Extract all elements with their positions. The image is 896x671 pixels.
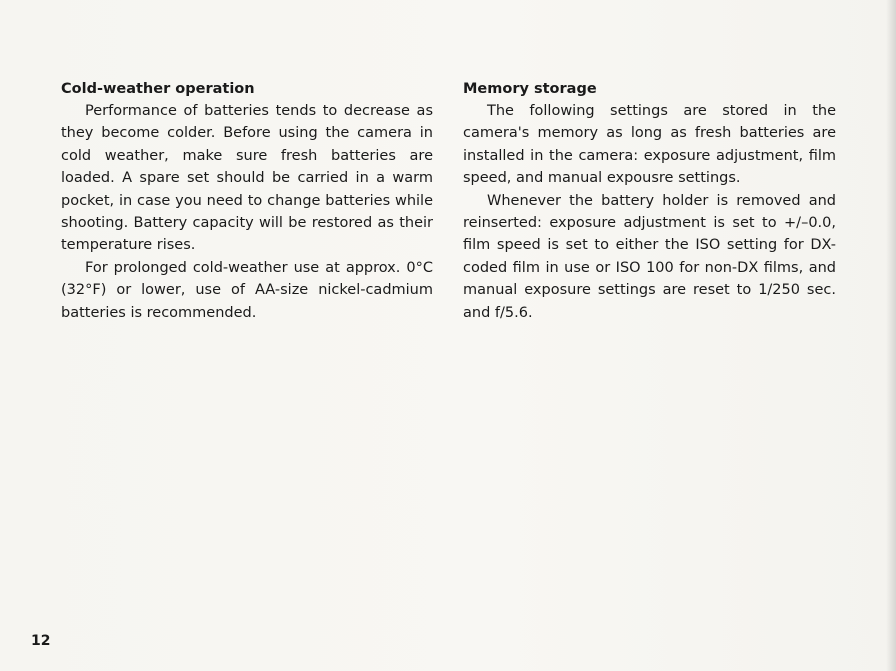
cold-weather-paragraph-1: Performance of batteries tends to decrease as they become colder. Before using the camera in cold weather, make sure fresh batteries are loaded. A spare set should be carried in a warm pocket, in case you need to change batteries while shooting. Battery capacity will be restored as their temperature rises. [61,103,433,254]
memory-storage-paragraph-2: Whenever the battery holder is removed and reinserted: exposure adjustment is set to +/–0.0, film speed is set to either the ISO setting for DX-coded film in use or ISO 100 for non-DX films, and manual exposure settings are reset to 1/250 sec. and f/5.6. [463,192,836,321]
cold-weather-paragraph-2: For prolonged cold-weather use at approx. 0°C (32°F) or lower, use of AA-size nickel-cadmium batteries is recommended. [61,259,433,321]
left-column [61,80,433,324]
show-through-bleed [60,40,460,68]
memory-storage-heading: Memory storage [463,81,597,97]
page-number: 12 [31,633,51,649]
right-column [463,80,836,324]
memory-storage-paragraph-1: The following settings are stored in the camera's memory as long as fresh batteries are installed in the camera: exposure adjustment, film speed, and manual expousre settings. [463,103,836,187]
cold-weather-heading: Cold-weather operation [61,81,255,97]
page-edge-shadow [886,0,896,671]
